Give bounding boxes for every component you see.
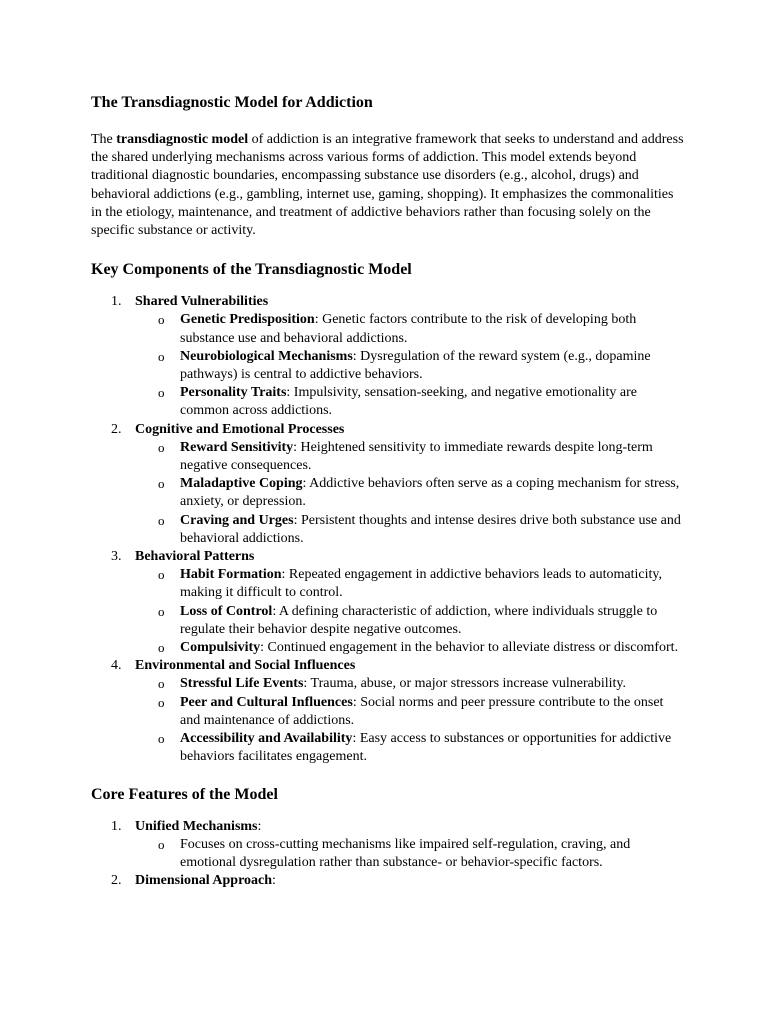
sub-item [135,836,685,872]
circle-bullet-icon: o [158,348,165,364]
sub-item-text: Focuses on cross-cutting mechanisms like impaired self-regulation, craving, and emotional dysregulation rather than substance- or behavior-specific factors. [180,836,631,870]
numbered-item [91,293,685,420]
key-components-heading: Key Components of the Transdiagnostic Model [91,261,412,279]
core-features-list [91,818,685,891]
sub-item-text: : A defining characteristic of addiction, where individuals struggle to regulate their behavior despite negative outcomes. [180,603,658,637]
sub-item [135,603,685,639]
sub-item [135,439,685,475]
sub-item-term: Craving and Urges [180,512,294,528]
sub-item-text: : Dysregulation of the reward system (e.g., dopamine pathways) is central to addictive behaviors. [180,348,651,383]
sub-item [135,512,685,548]
document-page [91,92,685,890]
sub-item-term: Personality Traits [180,385,287,401]
numbered-item [91,421,685,548]
circle-bullet-icon: o [158,640,165,656]
sub-item [135,694,685,730]
sub-list [135,675,685,766]
sub-item-term: Accessibility and Availability [180,731,353,747]
sub-item [135,566,685,602]
circle-bullet-icon: o [158,731,165,747]
sub-item-term: Maladaptive Coping [180,476,303,492]
numbered-item [91,548,685,657]
sub-item-text: : Social norms and peer pressure contribute to the onset and maintenance of addictions. [180,694,664,728]
item-label: Shared Vulnerabilities [135,294,269,310]
sub-item [135,475,685,511]
sub-item-term: Compulsivity [180,640,261,656]
sub-item-term: Habit Formation [180,567,282,583]
item-label: Unified Mechanisms [135,818,258,834]
intro-paragraph [91,131,685,240]
document-title: The Transdiagnostic Model for Addiction [91,94,373,111]
item-label: Cognitive and Emotional Processes [135,421,345,437]
sub-item [135,311,685,347]
sub-item-text: : Repeated engagement in addictive behaviors leads to automaticity, making it difficult to control. [180,567,662,601]
numbered-item [91,657,685,766]
item-number: 1. [111,294,122,310]
intro-text-before: The [91,132,117,147]
circle-bullet-icon: o [158,476,165,492]
sub-item-text: : Genetic factors contribute to the risk of developing both substance use and behavioral addictions. [180,312,637,346]
circle-bullet-icon: o [158,385,165,401]
sub-item [135,348,685,384]
sub-item-term: Genetic Predisposition [180,312,315,328]
item-number: 2. [111,873,122,889]
circle-bullet-icon: o [158,694,165,710]
item-number: 1. [111,818,122,834]
sub-item-text: : Easy access to substances or opportunities for addictive behaviors facilitates engagement. [180,731,672,765]
item-label: Environmental and Social Influences [135,658,356,674]
item-number: 2. [111,421,122,437]
sub-item-text: : Impulsivity, sensation-seeking, and negative emotionality are common across addictions. [180,385,637,419]
sub-item-term: Neurobiological Mechanisms [180,348,353,364]
sub-item-text: : Addictive behaviors often serve as a coping mechanism for stress, anxiety, or depression. [180,476,680,510]
core-features-heading: Core Features of the Model [91,785,278,803]
sub-item-text: : Continued engagement in the behavior to alleviate distress or discomfort. [260,640,679,656]
circle-bullet-icon: o [158,836,165,852]
item-label-suffix: : [257,818,262,834]
key-components-list [91,293,685,766]
circle-bullet-icon: o [158,512,165,528]
numbered-item [91,818,685,873]
sub-item-term: Reward Sensitivity [180,439,294,455]
sub-item [135,675,685,693]
sub-item [135,384,685,420]
sub-item-term: Loss of Control [180,603,273,619]
circle-bullet-icon: o [158,439,165,455]
sub-list [135,439,685,548]
sub-item [135,730,685,766]
item-label-suffix: : [272,873,276,889]
sub-item-text: : Persistent thoughts and intense desires drive both substance use and behavioral addictions. [180,512,681,546]
item-number: 3. [111,549,122,565]
sub-item-text: : Heightened sensitivity to immediate rewards despite long-term negative consequences. [180,439,653,474]
item-label: Behavioral Patterns [135,549,255,565]
sub-item [135,639,685,657]
sub-list [135,836,685,872]
intro-text-after: of addiction is an integrative framework that seeks to understand and address the shared underlying mechanisms across various forms of addiction. This model extends beyond traditional diagnostic boundaries, encompassing substance use disorders (e.g., alcohol, drugs) and behavioral addictions (e.g., gambling, internet use, gaming, shopping). It emphasizes the commonalities in the etiology, maintenance, and treatment of addictive behaviors rather than focusing solely on the specific substance or activity. [91,132,684,239]
sub-item-text: : Trauma, abuse, or major stressors increase vulnerability. [303,676,626,692]
circle-bullet-icon: o [158,567,165,583]
intro-bold-term: transdiagnostic model [116,132,249,147]
sub-list [135,566,685,657]
item-number: 4. [111,658,122,674]
sub-item-term: Peer and Cultural Influences [180,694,353,710]
sub-list [135,311,685,420]
circle-bullet-icon: o [158,676,165,692]
circle-bullet-icon: o [158,603,165,619]
sub-item-term: Stressful Life Events [180,676,304,692]
circle-bullet-icon: o [158,312,165,328]
item-label: Dimensional Approach [135,873,273,889]
numbered-item [91,872,685,890]
